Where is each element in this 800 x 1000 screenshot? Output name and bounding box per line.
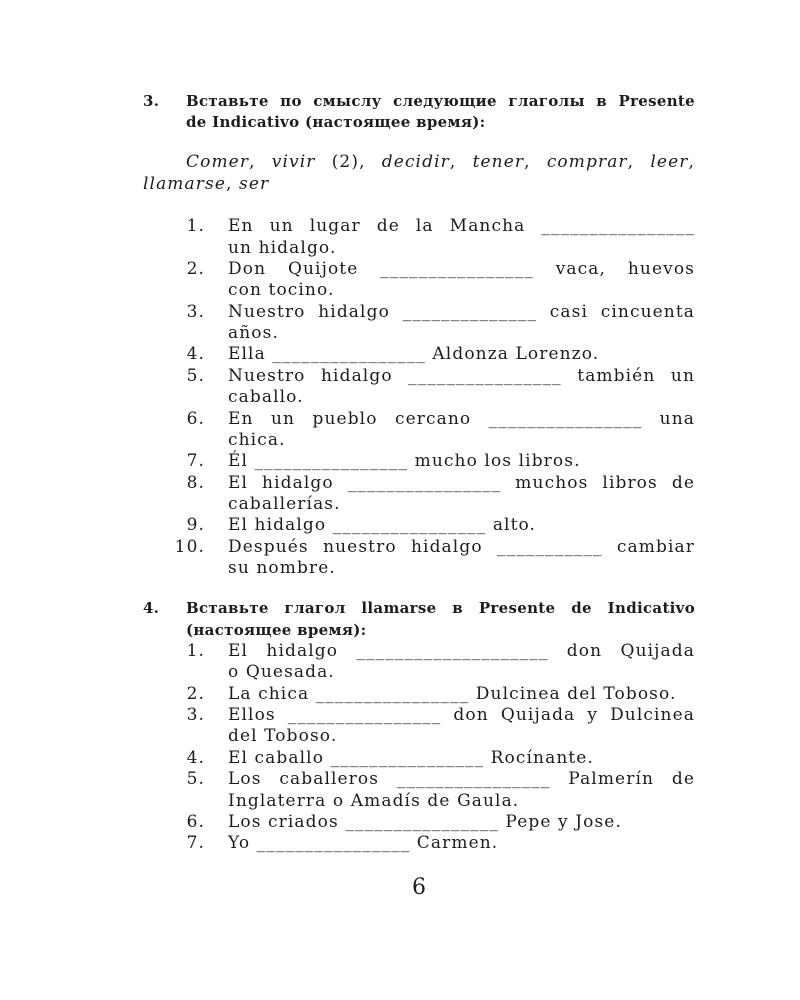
exercise-item <box>186 408 695 452</box>
exercise-item <box>186 833 695 854</box>
verb-word: tener <box>472 152 525 173</box>
item-text-line: En un lugar de la Mancha ________________ <box>228 216 695 237</box>
item-number: 1. <box>186 640 205 661</box>
exercise-item <box>186 683 695 705</box>
verb-word: decidir <box>381 152 450 173</box>
item-text-line: El caballo ________________ Rocínante. <box>228 747 594 768</box>
exercise-item <box>186 747 695 769</box>
punctuation: (2), <box>315 152 382 173</box>
item-text-line: El hidalgo ____________________ don Quijada <box>228 640 695 661</box>
exercise-item <box>186 451 695 472</box>
verb-word: ser <box>239 173 270 194</box>
item-text-line: Los caballeros ________________ Palmerín de <box>228 769 695 790</box>
exercise-item <box>186 365 695 409</box>
item-number: 9. <box>186 515 205 536</box>
punctuation: , <box>249 152 272 173</box>
item-number: 2. <box>186 683 205 704</box>
verb-word: vivir <box>271 152 316 173</box>
exercise-number: 4. <box>143 599 160 618</box>
punctuation: , <box>524 152 547 173</box>
item-number: 3. <box>186 301 205 322</box>
item-number: 8. <box>186 472 205 493</box>
item-text-line: del Toboso. <box>228 726 338 747</box>
item-text-line: su nombre. <box>228 558 336 579</box>
item-number: 10. <box>174 536 205 557</box>
item-text-line: años. <box>228 323 279 344</box>
heading-line: Вставьте по смыслу следующие глаголы в Presente <box>186 92 695 110</box>
item-text-line: Nuestro hidalgo ______________ casi cincuenta <box>228 301 695 322</box>
heading-line: Вставьте глагол llamarse в Presente de Indicativo <box>186 599 695 618</box>
exercise-item <box>186 769 695 812</box>
item-text-line: Ella ________________ Aldonza Lorenzo. <box>228 344 600 365</box>
verb-list-line <box>143 152 695 173</box>
item-text-line: Nuestro hidalgo ________________ también un <box>228 365 695 386</box>
item-number: 2. <box>186 258 205 279</box>
exercise-item <box>186 216 695 259</box>
exercise-item <box>186 705 695 748</box>
exercise-3-heading <box>143 91 695 134</box>
item-number: 5. <box>186 769 205 790</box>
verb-word: llamarse <box>143 173 226 194</box>
exercise-4-heading <box>143 598 695 641</box>
item-text-line: o Quesada. <box>228 662 335 683</box>
exercise-item <box>174 536 695 580</box>
item-text-line: chica. <box>228 429 286 450</box>
exercise-item <box>186 515 695 536</box>
heading-line: (настоящее время): <box>186 620 367 639</box>
verb-word: comprar <box>546 152 628 173</box>
item-text-line: Después nuestro hidalgo ___________ cambiar <box>228 536 695 557</box>
punctuation: , <box>225 173 239 194</box>
page-content <box>143 91 695 855</box>
exercise-3-items <box>143 216 695 579</box>
item-number: 4. <box>186 344 205 365</box>
item-text-line: En un pueblo cercano ________________ una <box>228 408 695 429</box>
item-text-line: Los criados ________________ Pepe y Jose. <box>228 811 622 832</box>
exercise-item <box>186 301 695 345</box>
item-text-line: un hidalgo. <box>228 237 337 258</box>
exercise-item <box>186 344 695 365</box>
item-number: 4. <box>186 747 205 768</box>
item-text-line: con tocino. <box>228 280 335 301</box>
item-text-line: El hidalgo ________________ muchos libros de <box>228 472 695 493</box>
verb-list-line <box>143 174 695 195</box>
item-text-line: caballerías. <box>228 494 341 515</box>
item-number: 7. <box>186 833 205 854</box>
exercise-item <box>186 640 695 684</box>
punctuation: , <box>627 152 651 173</box>
verb-word: leer <box>650 152 689 173</box>
item-number: 7. <box>186 451 205 472</box>
page-number: 6 <box>412 875 426 900</box>
item-text-line: Inglaterra o Amadís de Gaula. <box>228 790 520 811</box>
item-text-line: El hidalgo ________________ alto. <box>228 515 537 536</box>
item-number: 5. <box>186 365 205 386</box>
heading-line: de Indicativo (настоящее время): <box>186 113 486 132</box>
item-number: 1. <box>186 216 205 237</box>
verb-list <box>143 152 695 195</box>
exercise-item <box>186 472 695 516</box>
exercise-number: 3. <box>143 92 160 110</box>
punctuation: , <box>688 152 695 173</box>
item-number: 6. <box>186 408 205 429</box>
item-text-line: Ellos ________________ don Quijada y Dulcinea <box>228 705 695 726</box>
exercise-4-items <box>143 641 695 855</box>
exercise-item <box>186 811 695 833</box>
item-text-line: Él ________________ mucho los libros. <box>228 451 581 472</box>
exercise-item <box>186 258 695 302</box>
item-number: 6. <box>186 811 205 832</box>
punctuation: , <box>449 152 473 173</box>
item-text-line: caballo. <box>228 387 304 408</box>
item-text-line: La chica ________________ Dulcinea del Toboso. <box>228 683 677 704</box>
item-number: 3. <box>186 705 205 726</box>
verb-word: Comer <box>186 152 250 173</box>
item-text-line: Yo ________________ Carmen. <box>228 833 499 854</box>
item-text-line: Don Quijote ________________ vaca, huevos <box>228 258 695 279</box>
